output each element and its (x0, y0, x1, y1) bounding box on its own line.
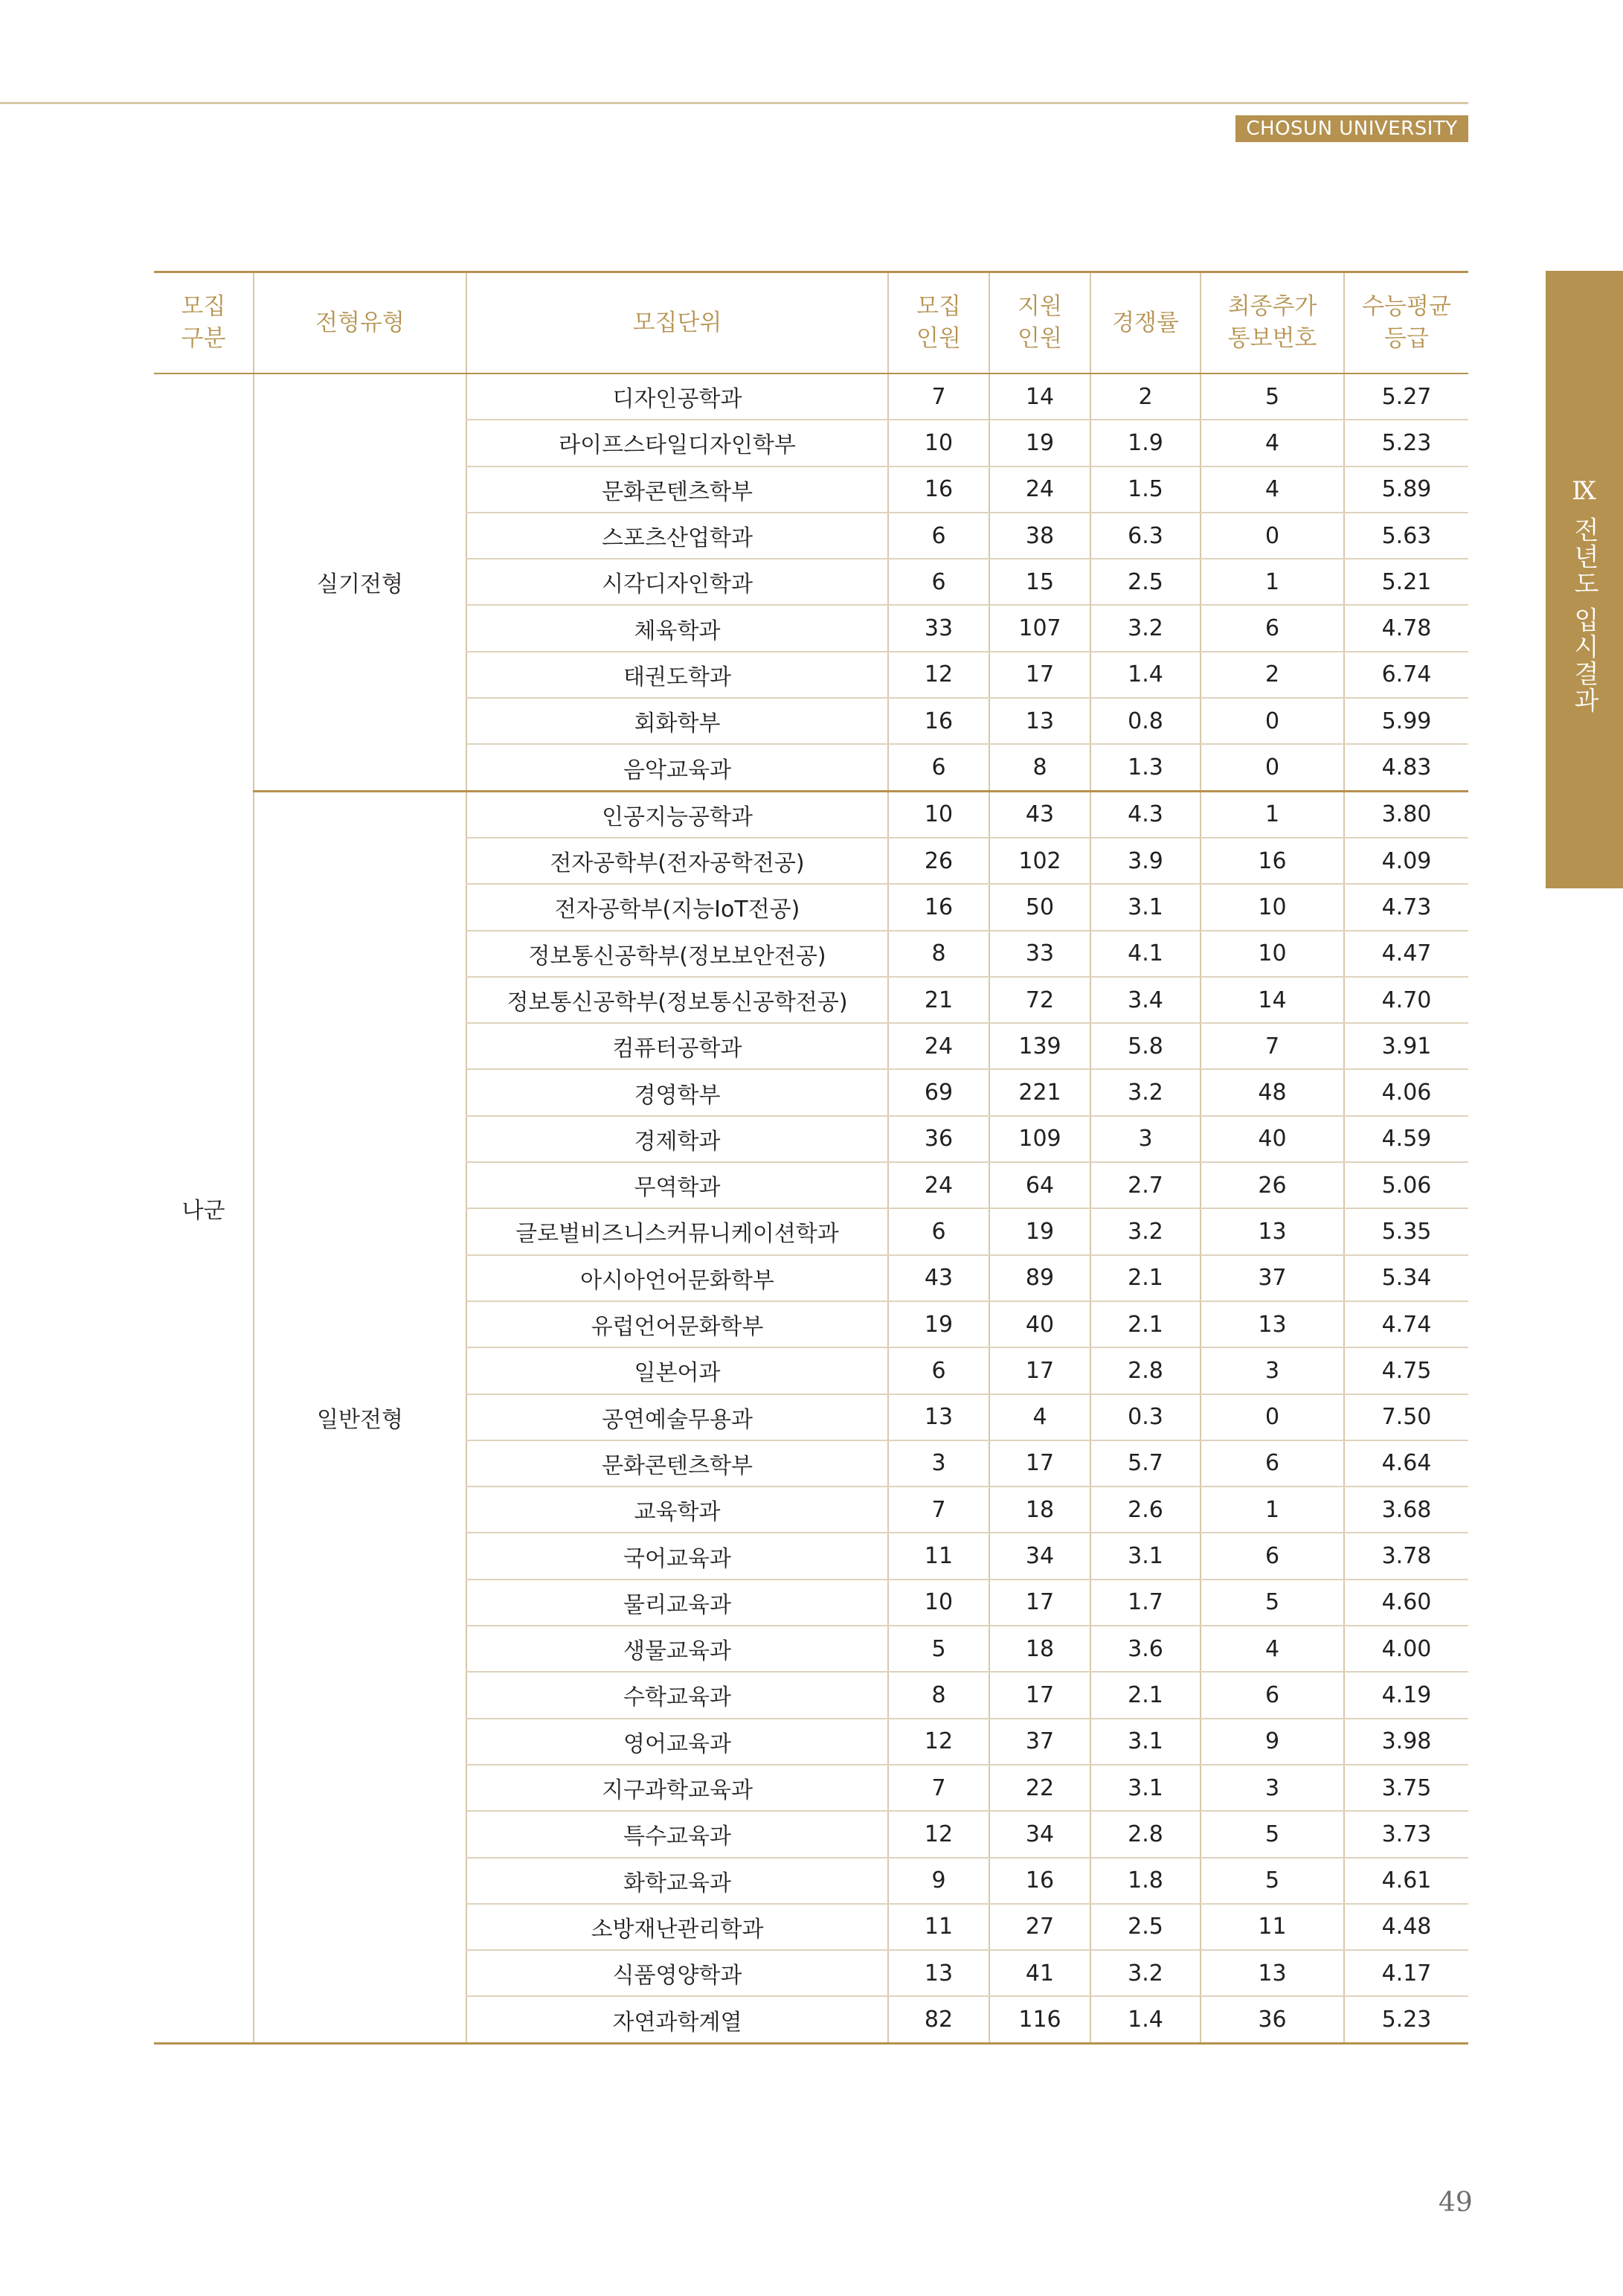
cell-unit: 인공지능공학과 (466, 791, 888, 838)
cell-unit: 회화학부 (466, 698, 888, 744)
cell-ratio: 3.2 (1090, 1950, 1201, 1996)
cell-csat-avg: 4.64 (1344, 1440, 1468, 1487)
cell-final-call: 2 (1201, 652, 1344, 698)
cell-applicants: 17 (989, 1440, 1090, 1487)
cell-applicants: 107 (989, 605, 1090, 651)
cell-quota: 6 (888, 559, 989, 605)
cell-quota: 6 (888, 1347, 989, 1394)
cell-quota: 10 (888, 1580, 989, 1626)
cell-quota: 19 (888, 1301, 989, 1347)
cell-unit: 자연과학계열 (466, 1996, 888, 2043)
cell-final-call: 0 (1201, 744, 1344, 791)
cell-applicants: 17 (989, 652, 1090, 698)
cell-ratio: 0.3 (1090, 1394, 1201, 1440)
cell-quota: 16 (888, 466, 989, 513)
cell-ratio: 2.5 (1090, 559, 1201, 605)
page-number: 49 (1439, 2187, 1473, 2218)
cell-quota: 11 (888, 1533, 989, 1579)
cell-unit: 지구과학교육과 (466, 1765, 888, 1811)
cell-csat-avg: 4.60 (1344, 1580, 1468, 1626)
header-type: 전형유형 (254, 272, 466, 374)
cell-ratio: 2.1 (1090, 1255, 1201, 1301)
cell-csat-avg: 5.35 (1344, 1208, 1468, 1254)
cell-unit: 디자인공학과 (466, 373, 888, 420)
cell-unit: 소방재난관리학과 (466, 1904, 888, 1950)
cell-csat-avg: 4.00 (1344, 1626, 1468, 1672)
cell-csat-avg: 4.83 (1344, 744, 1468, 791)
cell-csat-avg: 5.06 (1344, 1162, 1468, 1208)
cell-unit: 문화콘텐츠학부 (466, 1440, 888, 1487)
cell-ratio: 1.5 (1090, 466, 1201, 513)
header-csat-avg: 수능평균 등급 (1344, 272, 1468, 374)
cell-csat-avg: 4.59 (1344, 1116, 1468, 1162)
cell-applicants: 27 (989, 1904, 1090, 1950)
cell-unit: 국어교육과 (466, 1533, 888, 1579)
header-applicants: 지원 인원 (989, 272, 1090, 374)
cell-applicants: 38 (989, 513, 1090, 559)
cell-csat-avg: 4.75 (1344, 1347, 1468, 1394)
header-final-call: 최종추가 통보번호 (1201, 272, 1344, 374)
cell-ratio: 2 (1090, 373, 1201, 420)
cell-applicants: 16 (989, 1858, 1090, 1904)
cell-csat-avg: 4.74 (1344, 1301, 1468, 1347)
cell-ratio: 2.1 (1090, 1672, 1201, 1718)
cell-applicants: 34 (989, 1811, 1090, 1857)
cell-quota: 12 (888, 1719, 989, 1765)
cell-quota: 9 (888, 1858, 989, 1904)
cell-final-call: 16 (1201, 838, 1344, 884)
cell-csat-avg: 3.91 (1344, 1023, 1468, 1069)
cell-quota: 12 (888, 1811, 989, 1857)
cell-quota: 7 (888, 1765, 989, 1811)
cell-applicants: 41 (989, 1950, 1090, 1996)
cell-quota: 21 (888, 977, 989, 1023)
cell-quota: 24 (888, 1162, 989, 1208)
cell-csat-avg: 3.68 (1344, 1487, 1468, 1533)
cell-final-call: 48 (1201, 1069, 1344, 1115)
university-badge: CHOSUN UNIVERSITY (1235, 115, 1468, 142)
cell-csat-avg: 6.74 (1344, 652, 1468, 698)
cell-quota: 16 (888, 698, 989, 744)
header-group: 모집 구분 (154, 272, 254, 374)
cell-ratio: 5.8 (1090, 1023, 1201, 1069)
cell-unit: 유럽언어문화학부 (466, 1301, 888, 1347)
cell-final-call: 40 (1201, 1116, 1344, 1162)
cell-final-call: 26 (1201, 1162, 1344, 1208)
cell-quota: 13 (888, 1950, 989, 1996)
header-rule (0, 102, 1468, 104)
cell-csat-avg: 4.17 (1344, 1950, 1468, 1996)
cell-unit: 특수교육과 (466, 1811, 888, 1857)
cell-csat-avg: 3.75 (1344, 1765, 1468, 1811)
cell-csat-avg: 3.98 (1344, 1719, 1468, 1765)
cell-applicants: 4 (989, 1394, 1090, 1440)
cell-csat-avg: 7.50 (1344, 1394, 1468, 1440)
cell-final-call: 1 (1201, 1487, 1344, 1533)
cell-applicants: 102 (989, 838, 1090, 884)
header-unit: 모집단위 (466, 272, 888, 374)
group-cell: 나군 (154, 373, 254, 2043)
cell-final-call: 1 (1201, 791, 1344, 838)
cell-unit: 화학교육과 (466, 1858, 888, 1904)
cell-ratio: 1.4 (1090, 1996, 1201, 2043)
cell-applicants: 109 (989, 1116, 1090, 1162)
cell-quota: 13 (888, 1394, 989, 1440)
cell-unit: 생물교육과 (466, 1626, 888, 1672)
table-header-row (154, 272, 1468, 374)
cell-unit: 공연예술무용과 (466, 1394, 888, 1440)
cell-unit: 무역학과 (466, 1162, 888, 1208)
cell-applicants: 17 (989, 1580, 1090, 1626)
cell-quota: 82 (888, 1996, 989, 2043)
cell-quota: 26 (888, 838, 989, 884)
cell-quota: 33 (888, 605, 989, 651)
cell-unit: 경제학과 (466, 1116, 888, 1162)
cell-quota: 6 (888, 744, 989, 791)
cell-csat-avg: 4.61 (1344, 1858, 1468, 1904)
cell-quota: 43 (888, 1255, 989, 1301)
cell-unit: 전자공학부(지능IoT전공) (466, 884, 888, 930)
cell-ratio: 3.1 (1090, 1719, 1201, 1765)
cell-csat-avg: 4.70 (1344, 977, 1468, 1023)
cell-csat-avg: 5.23 (1344, 420, 1468, 466)
cell-unit: 태권도학과 (466, 652, 888, 698)
cell-quota: 3 (888, 1440, 989, 1487)
cell-ratio: 2.7 (1090, 1162, 1201, 1208)
cell-applicants: 15 (989, 559, 1090, 605)
cell-csat-avg: 3.80 (1344, 791, 1468, 838)
cell-ratio: 1.8 (1090, 1858, 1201, 1904)
cell-quota: 8 (888, 1672, 989, 1718)
cell-unit: 영어교육과 (466, 1719, 888, 1765)
cell-applicants: 24 (989, 466, 1090, 513)
cell-unit: 물리교육과 (466, 1580, 888, 1626)
chapter-tab-label (1566, 476, 1603, 714)
cell-final-call: 13 (1201, 1208, 1344, 1254)
cell-ratio: 3 (1090, 1116, 1201, 1162)
cell-quota: 16 (888, 884, 989, 930)
cell-ratio: 2.8 (1090, 1347, 1201, 1394)
cell-final-call: 4 (1201, 1626, 1344, 1672)
cell-unit: 스포츠산업학과 (466, 513, 888, 559)
cell-unit: 아시아언어문화학부 (466, 1255, 888, 1301)
chapter-number: Ⅸ (1569, 476, 1599, 507)
cell-unit: 문화콘텐츠학부 (466, 466, 888, 513)
cell-ratio: 6.3 (1090, 513, 1201, 559)
cell-quota: 11 (888, 1904, 989, 1950)
cell-csat-avg: 4.73 (1344, 884, 1468, 930)
cell-csat-avg: 3.78 (1344, 1533, 1468, 1579)
cell-final-call: 0 (1201, 698, 1344, 744)
cell-ratio: 2.8 (1090, 1811, 1201, 1857)
cell-ratio: 3.1 (1090, 1533, 1201, 1579)
cell-ratio: 4.3 (1090, 791, 1201, 838)
cell-final-call: 14 (1201, 977, 1344, 1023)
cell-unit: 정보통신공학부(정보보안전공) (466, 931, 888, 977)
cell-ratio: 4.1 (1090, 931, 1201, 977)
cell-ratio: 0.8 (1090, 698, 1201, 744)
cell-final-call: 11 (1201, 1904, 1344, 1950)
cell-applicants: 14 (989, 373, 1090, 420)
cell-final-call: 6 (1201, 605, 1344, 651)
cell-ratio: 1.7 (1090, 1580, 1201, 1626)
cell-applicants: 72 (989, 977, 1090, 1023)
cell-final-call: 0 (1201, 513, 1344, 559)
cell-final-call: 9 (1201, 1719, 1344, 1765)
cell-final-call: 6 (1201, 1533, 1344, 1579)
cell-final-call: 5 (1201, 1580, 1344, 1626)
cell-quota: 12 (888, 652, 989, 698)
cell-unit: 컴퓨터공학과 (466, 1023, 888, 1069)
type-cell: 실기전형 (254, 373, 466, 791)
cell-ratio: 2.6 (1090, 1487, 1201, 1533)
cell-final-call: 4 (1201, 420, 1344, 466)
cell-final-call: 0 (1201, 1394, 1344, 1440)
cell-applicants: 8 (989, 744, 1090, 791)
table-row (154, 791, 1468, 838)
cell-unit: 일본어과 (466, 1347, 888, 1394)
cell-ratio: 3.2 (1090, 1069, 1201, 1115)
cell-csat-avg: 5.99 (1344, 698, 1468, 744)
cell-applicants: 13 (989, 698, 1090, 744)
cell-final-call: 7 (1201, 1023, 1344, 1069)
cell-quota: 8 (888, 931, 989, 977)
header-ratio: 경쟁률 (1090, 272, 1201, 374)
cell-applicants: 33 (989, 931, 1090, 977)
cell-unit: 경영학부 (466, 1069, 888, 1115)
cell-ratio: 1.3 (1090, 744, 1201, 791)
cell-ratio: 3.1 (1090, 1765, 1201, 1811)
cell-final-call: 5 (1201, 1858, 1344, 1904)
cell-applicants: 37 (989, 1719, 1090, 1765)
cell-unit: 글로벌비즈니스커뮤니케이션학과 (466, 1208, 888, 1254)
cell-quota: 69 (888, 1069, 989, 1115)
cell-csat-avg: 3.73 (1344, 1811, 1468, 1857)
cell-applicants: 43 (989, 791, 1090, 838)
cell-csat-avg: 5.89 (1344, 466, 1468, 513)
cell-final-call: 37 (1201, 1255, 1344, 1301)
cell-ratio: 3.4 (1090, 977, 1201, 1023)
header-quota: 모집 인원 (888, 272, 989, 374)
cell-ratio: 2.1 (1090, 1301, 1201, 1347)
cell-quota: 7 (888, 1487, 989, 1533)
cell-final-call: 13 (1201, 1950, 1344, 1996)
cell-csat-avg: 4.19 (1344, 1672, 1468, 1718)
cell-applicants: 22 (989, 1765, 1090, 1811)
cell-csat-avg: 5.63 (1344, 513, 1468, 559)
cell-csat-avg: 5.27 (1344, 373, 1468, 420)
cell-csat-avg: 5.23 (1344, 1996, 1468, 2043)
cell-final-call: 5 (1201, 373, 1344, 420)
cell-ratio: 5.7 (1090, 1440, 1201, 1487)
cell-final-call: 10 (1201, 884, 1344, 930)
cell-final-call: 13 (1201, 1301, 1344, 1347)
cell-final-call: 6 (1201, 1440, 1344, 1487)
cell-quota: 24 (888, 1023, 989, 1069)
cell-final-call: 3 (1201, 1347, 1344, 1394)
cell-quota: 36 (888, 1116, 989, 1162)
cell-quota: 6 (888, 1208, 989, 1254)
table-body (154, 373, 1468, 2043)
cell-applicants: 139 (989, 1023, 1090, 1069)
cell-unit: 수학교육과 (466, 1672, 888, 1718)
cell-quota: 7 (888, 373, 989, 420)
cell-final-call: 36 (1201, 1996, 1344, 2043)
cell-ratio: 1.4 (1090, 652, 1201, 698)
cell-final-call: 6 (1201, 1672, 1344, 1718)
cell-final-call: 1 (1201, 559, 1344, 605)
chapter-title: 전년도 입시결과 (1569, 516, 1599, 714)
cell-ratio: 3.9 (1090, 838, 1201, 884)
type-cell: 일반전형 (254, 791, 466, 2043)
cell-ratio: 3.6 (1090, 1626, 1201, 1672)
cell-applicants: 18 (989, 1487, 1090, 1533)
cell-csat-avg: 4.48 (1344, 1904, 1468, 1950)
cell-applicants: 19 (989, 420, 1090, 466)
cell-quota: 10 (888, 420, 989, 466)
cell-applicants: 50 (989, 884, 1090, 930)
cell-unit: 정보통신공학부(정보통신공학전공) (466, 977, 888, 1023)
cell-unit: 라이프스타일디자인학부 (466, 420, 888, 466)
cell-unit: 체육학과 (466, 605, 888, 651)
cell-applicants: 116 (989, 1996, 1090, 2043)
cell-final-call: 5 (1201, 1811, 1344, 1857)
cell-applicants: 221 (989, 1069, 1090, 1115)
cell-unit: 식품영양학과 (466, 1950, 888, 1996)
cell-unit: 전자공학부(전자공학전공) (466, 838, 888, 884)
cell-final-call: 3 (1201, 1765, 1344, 1811)
cell-ratio: 3.1 (1090, 884, 1201, 930)
cell-applicants: 64 (989, 1162, 1090, 1208)
cell-quota: 10 (888, 791, 989, 838)
cell-unit: 교육학과 (466, 1487, 888, 1533)
cell-applicants: 17 (989, 1347, 1090, 1394)
cell-ratio: 3.2 (1090, 605, 1201, 651)
cell-csat-avg: 5.34 (1344, 1255, 1468, 1301)
cell-ratio: 2.5 (1090, 1904, 1201, 1950)
cell-unit: 시각디자인학과 (466, 559, 888, 605)
cell-csat-avg: 4.06 (1344, 1069, 1468, 1115)
cell-quota: 6 (888, 513, 989, 559)
cell-csat-avg: 4.09 (1344, 838, 1468, 884)
cell-ratio: 3.2 (1090, 1208, 1201, 1254)
table-row (154, 373, 1468, 420)
admissions-results-table (154, 271, 1468, 2045)
cell-csat-avg: 4.47 (1344, 931, 1468, 977)
cell-final-call: 10 (1201, 931, 1344, 977)
cell-applicants: 17 (989, 1672, 1090, 1718)
cell-applicants: 40 (989, 1301, 1090, 1347)
cell-applicants: 89 (989, 1255, 1090, 1301)
cell-csat-avg: 4.78 (1344, 605, 1468, 651)
cell-applicants: 19 (989, 1208, 1090, 1254)
cell-applicants: 18 (989, 1626, 1090, 1672)
cell-ratio: 1.9 (1090, 420, 1201, 466)
cell-unit: 음악교육과 (466, 744, 888, 791)
cell-applicants: 34 (989, 1533, 1090, 1579)
cell-final-call: 4 (1201, 466, 1344, 513)
cell-csat-avg: 5.21 (1344, 559, 1468, 605)
cell-quota: 5 (888, 1626, 989, 1672)
